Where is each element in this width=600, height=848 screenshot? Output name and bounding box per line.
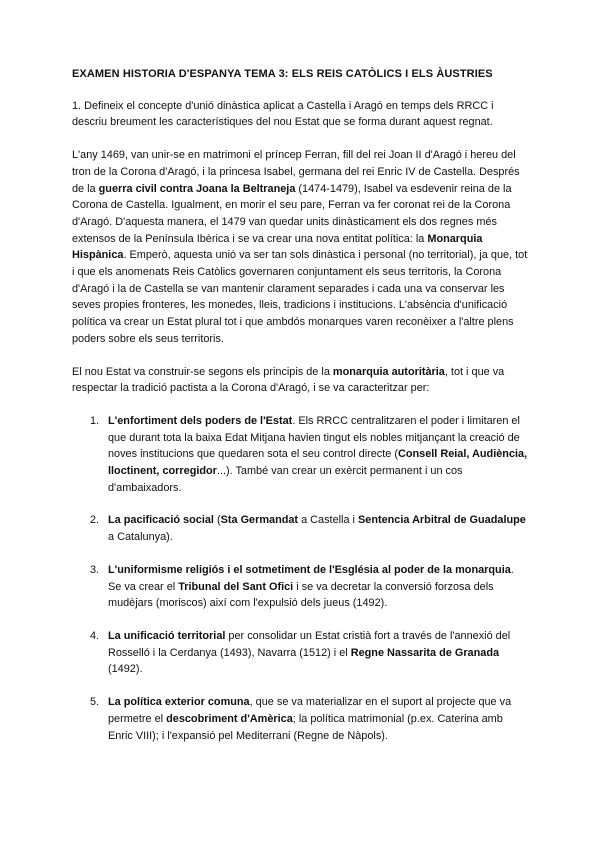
item-text: ...). També van crear un exèrcit permanent i un cos d'ambaixadors. bbox=[108, 465, 463, 494]
list-number: 3. bbox=[90, 563, 100, 576]
item-bold: Sta Germandat bbox=[220, 514, 299, 527]
list-item bbox=[72, 562, 528, 612]
item-bold: Tribunal del Sant Ofici bbox=[178, 580, 294, 593]
list-number: 4. bbox=[90, 629, 100, 642]
p1-text-2: (1474-1479), Isabel va esdevenir reina de la Corona de Castella. Igualment, en morir el seu pare, Ferran va fer coronat rei de la Corona d'Aragó. D'aquesta manera, el 1479 van quedar units dinàsticament els dos regnes més extensos de la Península Ibèrica i se va crear una nova entitat política: la bbox=[72, 182, 512, 245]
list-item bbox=[72, 628, 528, 678]
item-bold: L'enfortiment dels poders de l'Estat bbox=[108, 414, 293, 427]
item-bold: L'uniformisme religiós i el sotmetiment de l'Església al poder de la monarquia bbox=[108, 563, 511, 576]
p1-text-1: L'any 1469, van unir-se en matrimoni el príncep Ferran, fill del rei Joan II d'Aragó i hereu del tron de la Corona d'Aragó, i la princesa Isabel, germana del rei Enric IV de Castella. Després de la bbox=[72, 149, 520, 195]
item-bold: La pacificació social bbox=[108, 514, 214, 527]
item-text: (1492). bbox=[108, 663, 143, 676]
list-item bbox=[72, 512, 528, 545]
p2-bold-1: monarquia autoritària bbox=[332, 365, 445, 378]
p2-text-1: El nou Estat va construir-se segons els principis de la bbox=[72, 365, 333, 378]
item-bold: La política exterior comuna bbox=[108, 696, 250, 709]
list-item bbox=[72, 694, 528, 744]
item-bold: Sentencia Arbitral de Guadalupe bbox=[358, 514, 526, 527]
item-text: ; la política matrimonial (p.ex. Caterina amb Enric VIII); i l'expansió pel Mediterrani (Regne de Nàpols). bbox=[108, 712, 503, 742]
list-number: 1. bbox=[90, 414, 100, 427]
item-bold: Consell Reial, Audiència, lloctinent, corregidor bbox=[108, 448, 528, 478]
item-bold: La unificació territorial bbox=[108, 629, 226, 642]
characteristics-list bbox=[72, 413, 528, 744]
item-text: , que se va materializar en el suport al projecte que va permetre el bbox=[108, 696, 512, 725]
item-text: ( bbox=[213, 514, 221, 527]
item-text: per consolidar un Estat cristià fort a través de l'annexió del Rosselló i la Cerdanya (1493), Navarra (1512) i el bbox=[108, 629, 511, 659]
paragraph-1 bbox=[72, 147, 528, 347]
p1-bold-2: Monarquia Hispànica bbox=[72, 232, 483, 262]
item-bold: descobriment d'Amèrica bbox=[166, 712, 293, 725]
paragraph-2 bbox=[72, 364, 528, 397]
list-item bbox=[72, 413, 528, 497]
item-text: i se va decretar la conversió forzosa dels mudèjars (moriscos) així com l'expulsió dels jueus (1492). bbox=[108, 580, 494, 610]
document-title: EXAMEN HISTORIA D'ESPANYA TEMA 3: ELS REIS CATÒLICS I ELS ÀUSTRIES bbox=[72, 68, 493, 80]
list-number: 2. bbox=[90, 514, 100, 527]
item-text: . Se va crear el bbox=[108, 563, 514, 593]
list-number: 5. bbox=[90, 696, 100, 709]
item-text: a Catalunya). bbox=[108, 531, 173, 544]
document-page bbox=[72, 66, 528, 760]
item-text: . Els RRCC centralitzaren el poder i limitaren el que durant tota la baixa Edat Mitjana havien tingut els nobles mitjançant la creació de noves institucions que quedaren sota el seu control directe ( bbox=[108, 414, 520, 461]
item-bold: Regne Nassarita de Granada bbox=[350, 646, 500, 659]
p2-text-2: , tot i que va respectar la tradició pactista a la Corona d'Aragó, i se va caracteritzar per: bbox=[72, 365, 505, 395]
question-text: 1. Defineix el concepte d'unió dinàstica aplicat a Castella i Aragó en temps dels RRCC i descriu breument les característiques del nou Estat que se forma durant aquest regnat. bbox=[72, 99, 494, 129]
p1-text-3: . Emperò, aquesta unió va ser tan sols dinàstica i personal (no territorial), ja que, tot i que els anomenats Reis Catòlics governaren conjuntament els seus territoris, la Corona d'Aragó i la de Castella se van mantenir clarament separades i cada una va conservar les seves propies fronteres, les monedes, lleis, tradicions i institucions. L'absència d'unificació política va crear un Estat plural tot i que ambdós monarques varen reconèixer a l'altre plens poders sobre els seus territoris. bbox=[72, 249, 528, 345]
item-text: a Castella i bbox=[298, 514, 358, 527]
p1-bold-1: guerra civil contra Joana la Beltraneja bbox=[98, 182, 296, 195]
